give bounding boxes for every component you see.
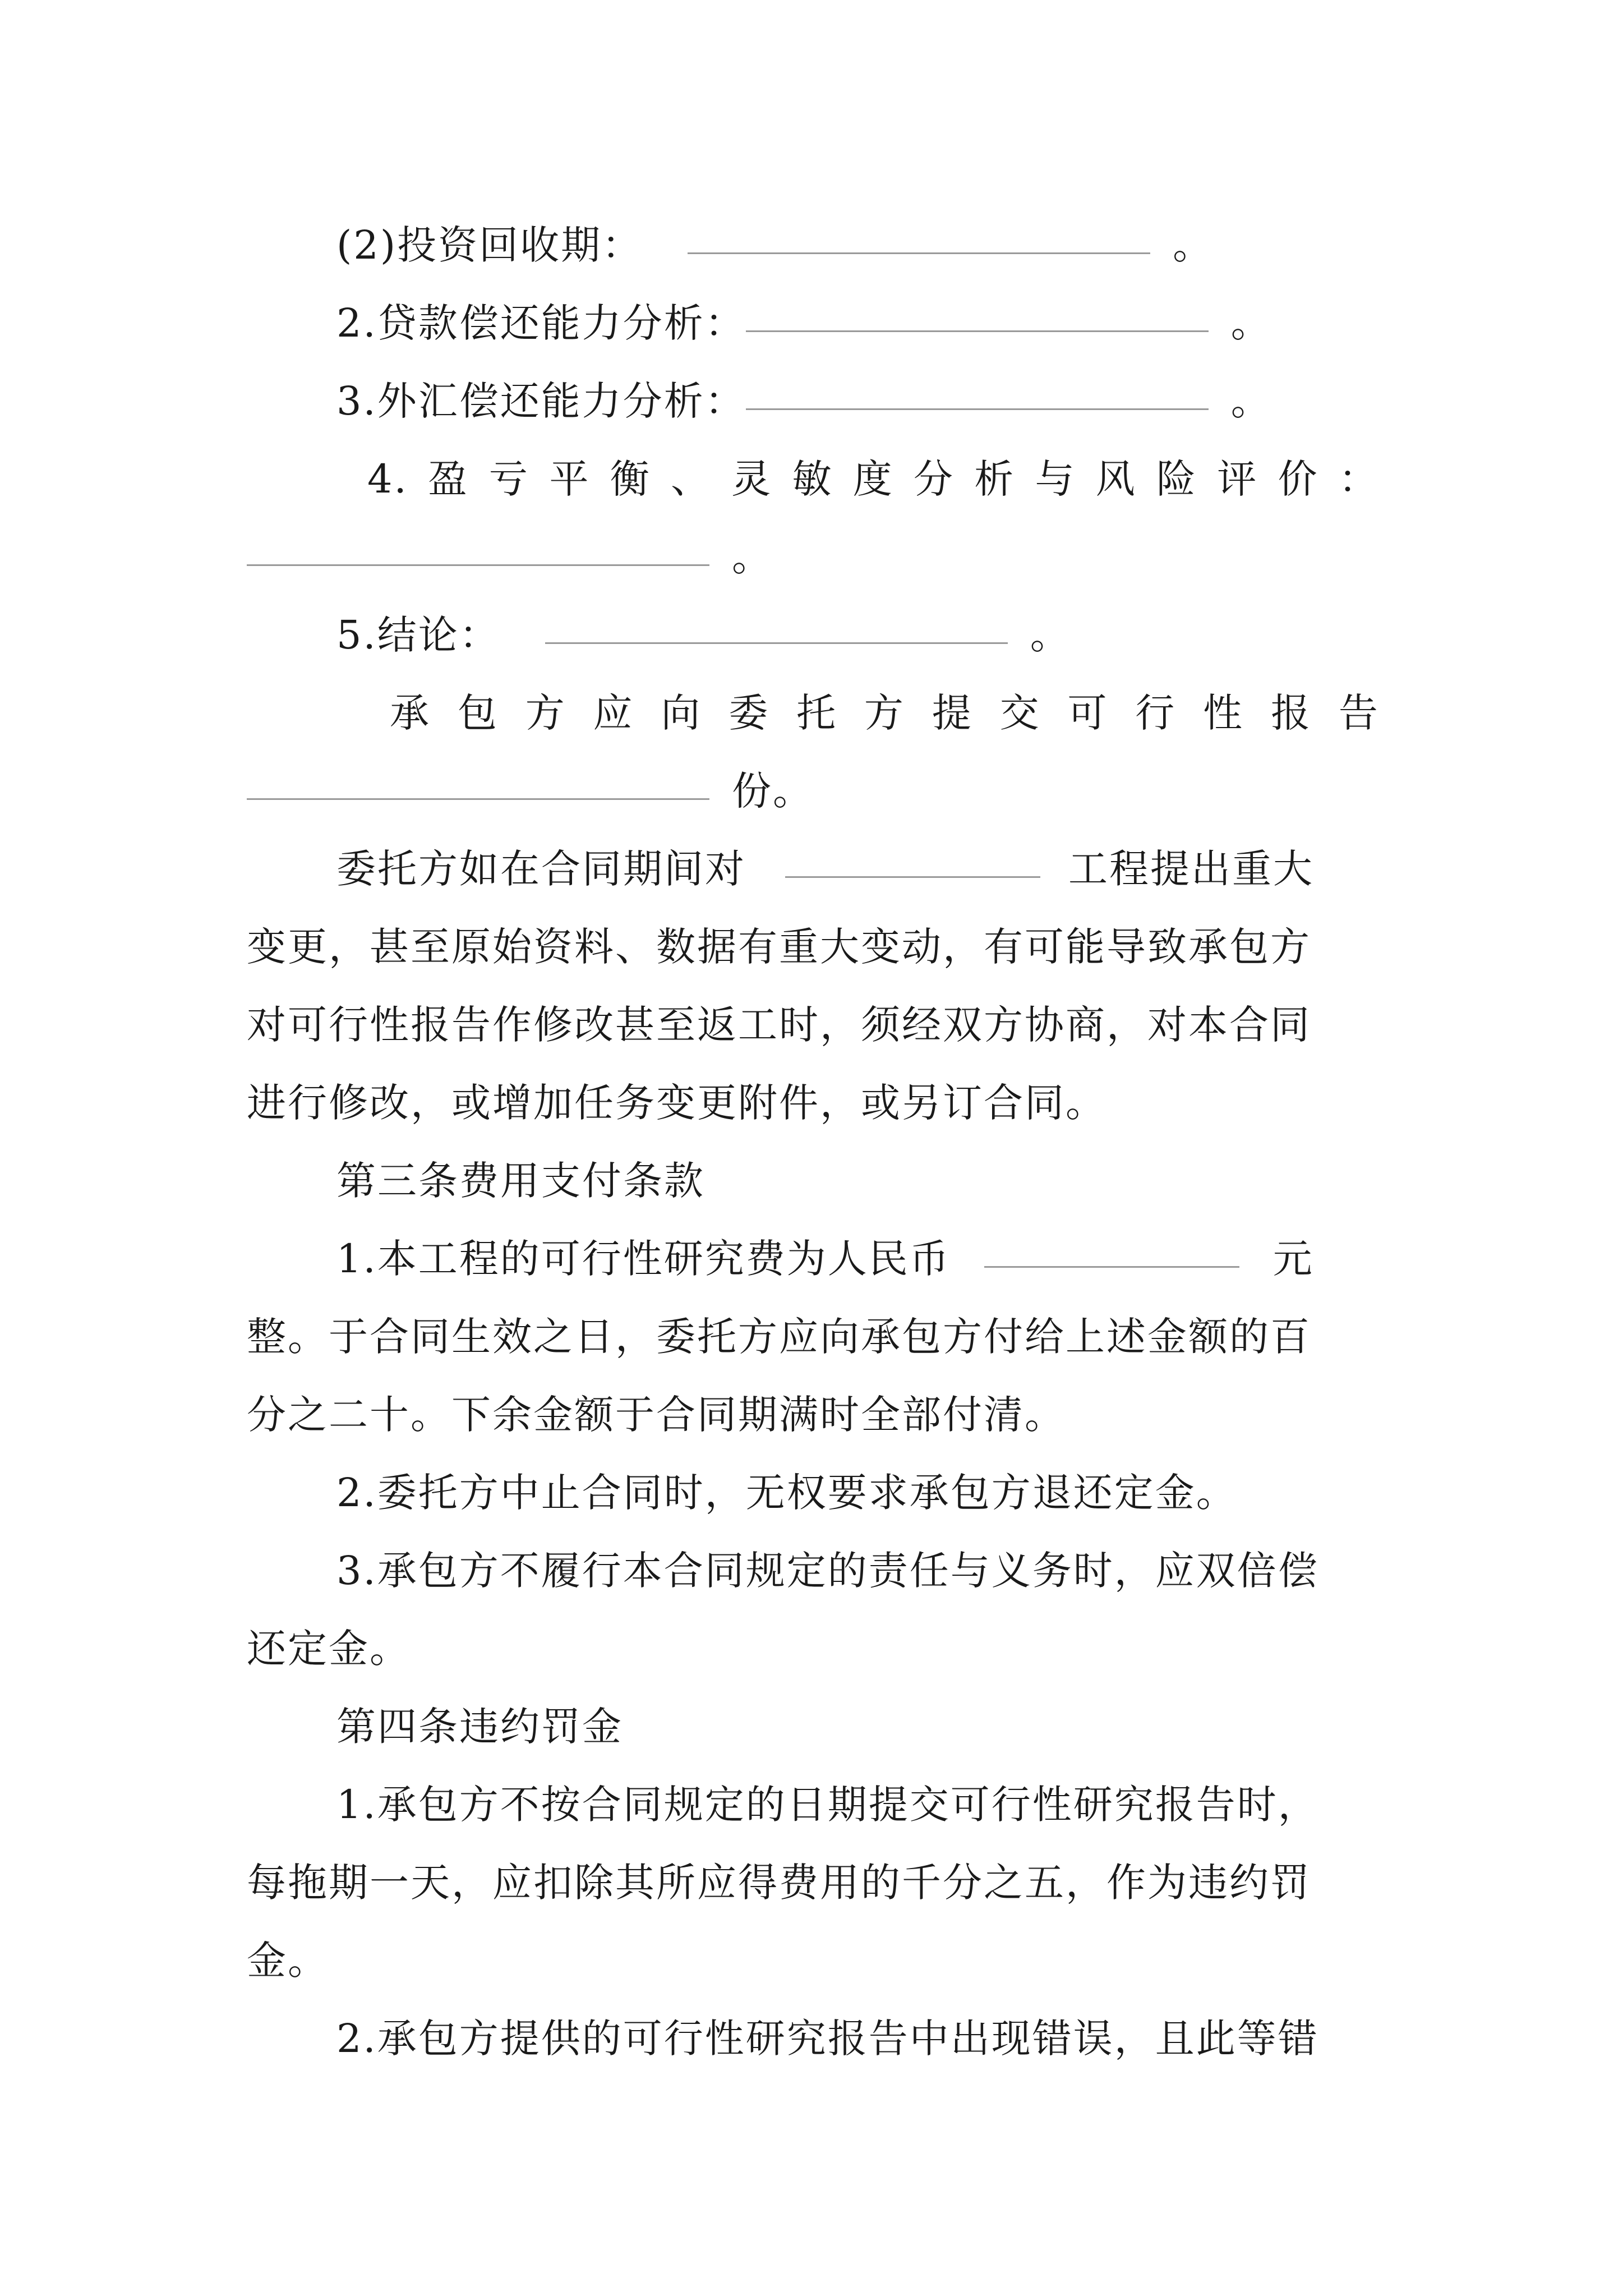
breakeven-char: 险 bbox=[1156, 456, 1198, 502]
breakeven-char: 、 bbox=[671, 456, 712, 502]
article4-title: 第四条违约罚金 bbox=[336, 1704, 623, 1750]
breakeven-char: 4. bbox=[367, 456, 408, 502]
breakeven-char: 衡 bbox=[610, 456, 651, 502]
fx-repayment-line bbox=[247, 362, 1380, 440]
copies-char: 报 bbox=[1270, 690, 1312, 736]
copies-char: 提 bbox=[932, 690, 973, 736]
article3-item3-line-1: 3.承包方不履行本合同规定的责任与义务时，应双倍偿 bbox=[336, 1548, 1319, 1594]
article3-title: 第三条费用支付条款 bbox=[336, 1158, 705, 1204]
copies-char: 交 bbox=[999, 690, 1041, 736]
copies-end: 份。 bbox=[732, 768, 814, 814]
breakeven-line bbox=[247, 440, 1380, 518]
breakeven-char: 价 bbox=[1278, 456, 1319, 502]
article3-item2: 2.委托方中止合同时，无权要求承包方退还定金。 bbox=[336, 1470, 1237, 1516]
copies-char: 告 bbox=[1338, 690, 1380, 736]
breakeven-char: 度 bbox=[852, 456, 894, 502]
copies-char: 托 bbox=[796, 690, 838, 736]
copies-char: 向 bbox=[661, 690, 702, 736]
breakeven-end: 。 bbox=[732, 534, 773, 580]
breakeven-char: 亏 bbox=[488, 456, 530, 502]
copies-char: 行 bbox=[1135, 690, 1177, 736]
article4-item2-line-1: 2.承包方提供的可行性研究报告中出现错误，且此等错 bbox=[336, 2016, 1319, 2062]
payback-period-end: 。 bbox=[1173, 222, 1214, 268]
breakeven-char: 风 bbox=[1095, 456, 1137, 502]
article3-item1-line-1 bbox=[247, 1220, 1380, 1298]
breakeven-char: 与 bbox=[1035, 456, 1076, 502]
breakeven-blank[interactable] bbox=[247, 518, 709, 566]
loan-repayment-blank[interactable] bbox=[746, 284, 1209, 332]
copies-char: 包 bbox=[457, 690, 499, 736]
breakeven-blank-line bbox=[247, 518, 1380, 596]
breakeven-char: 敏 bbox=[792, 456, 833, 502]
conclusion-blank[interactable] bbox=[545, 596, 1008, 644]
copies-blank[interactable] bbox=[247, 752, 709, 800]
breakeven-char: 析 bbox=[974, 456, 1016, 502]
loan-repayment-line bbox=[247, 284, 1380, 362]
copies-char: 可 bbox=[1067, 690, 1109, 736]
loan-repayment-label: 2.贷款偿还能力分析： bbox=[336, 300, 746, 346]
article4-item1-line-2: 每拖期一天，应扣除其所应得费用的千分之五，作为违约罚 bbox=[247, 1860, 1311, 1906]
conclusion-label: 5.结论： bbox=[336, 612, 500, 658]
change-para-line-1 bbox=[247, 830, 1380, 908]
fx-repayment-blank[interactable] bbox=[746, 362, 1209, 410]
change-para-text-before: 委托方如在合同期间对 bbox=[336, 846, 746, 892]
copies-char: 方 bbox=[864, 690, 905, 736]
copies-line bbox=[247, 674, 1380, 752]
fee-text-before: 1.本工程的可行性研究费为人民币 bbox=[336, 1236, 951, 1282]
conclusion-end: 。 bbox=[1030, 612, 1071, 658]
breakeven-char: 评 bbox=[1217, 456, 1258, 502]
change-para-line-4: 进行修改，或增加任务变更附件，或另订合同。 bbox=[247, 1080, 1106, 1126]
fee-text-after: 元 bbox=[1272, 1236, 1314, 1282]
fx-repayment-end: 。 bbox=[1230, 378, 1272, 424]
payback-period-line bbox=[247, 206, 1380, 284]
loan-repayment-end: 。 bbox=[1230, 300, 1272, 346]
breakeven-char: 平 bbox=[549, 456, 591, 502]
change-para-text-after: 工程提出重大 bbox=[1068, 846, 1314, 892]
change-para-line-2: 变更，甚至原始资料、数据有重大变动，有可能导致承包方 bbox=[247, 924, 1311, 970]
copies-char: 委 bbox=[728, 690, 770, 736]
breakeven-char: 分 bbox=[914, 456, 955, 502]
article4-item1-line-1: 1.承包方不按合同规定的日期提交可行性研究报告时， bbox=[336, 1782, 1319, 1828]
breakeven-char: 盈 bbox=[428, 456, 469, 502]
copies-char: 性 bbox=[1203, 690, 1244, 736]
change-project-blank[interactable] bbox=[785, 830, 1040, 878]
article3-item1-line-3: 分之二十。下余金额于合同期满时全部付清。 bbox=[247, 1392, 1066, 1438]
fee-amount-blank[interactable] bbox=[984, 1220, 1239, 1268]
payback-period-blank[interactable] bbox=[688, 206, 1150, 254]
copies-char: 方 bbox=[525, 690, 566, 736]
article3-item3-line-2: 还定金。 bbox=[247, 1626, 411, 1672]
breakeven-char: ： bbox=[1338, 456, 1380, 502]
breakeven-char: 灵 bbox=[731, 456, 773, 502]
change-para-line-3: 对可行性报告作修改甚至返工时，须经双方协商，对本合同 bbox=[247, 1002, 1311, 1048]
article4-item1-line-3: 金。 bbox=[247, 1938, 329, 1984]
copies-blank-line bbox=[247, 752, 1380, 830]
copies-char: 应 bbox=[593, 690, 634, 736]
payback-period-label: (2)投资回收期： bbox=[336, 222, 643, 268]
document-body bbox=[247, 206, 1380, 2078]
fx-repayment-label: 3.外汇偿还能力分析： bbox=[336, 378, 746, 424]
article3-item1-line-2: 整。于合同生效之日，委托方应向承包方付给上述金额的百 bbox=[247, 1314, 1311, 1360]
conclusion-line bbox=[247, 596, 1380, 674]
copies-char: 承 bbox=[390, 690, 431, 736]
